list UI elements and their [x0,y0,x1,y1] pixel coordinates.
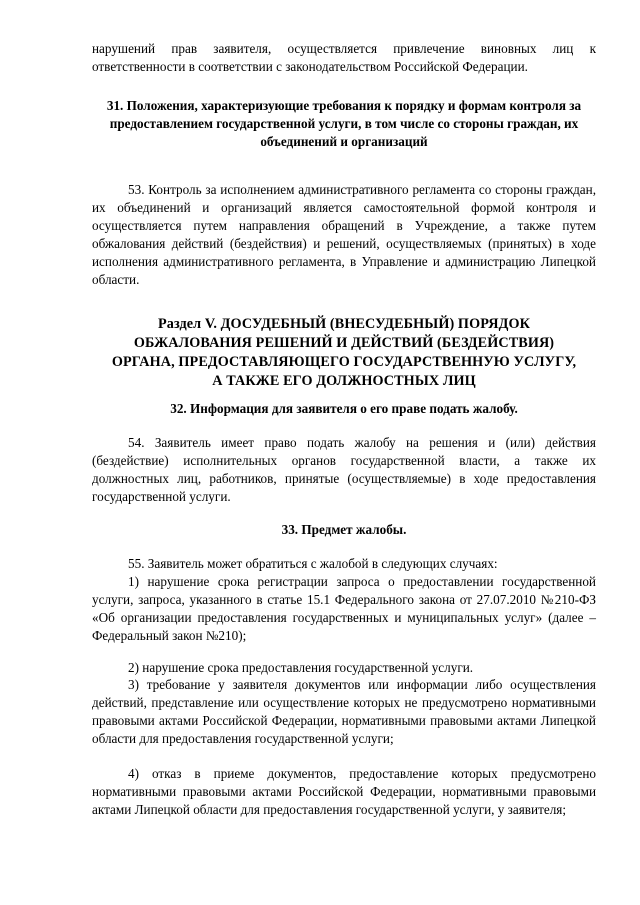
list-item: 1) нарушение срока регистрации запроса о предоставлении государственной услуги, запроса, указанного в статье 15.1 Федерального закона от 27.07.2010 №210-ФЗ «Об организации предоставления государственных и муниципальных услуг» (далее – Федеральный закон №210); [92,574,596,643]
list-item: 3) требование у заявителя документов или информации либо осуществления действий, представление или осуществление которых не предусмотрено нормативными правовыми актами Российской Федерации, нормативными правовыми актами Липецкой области для предоставления государственной услуги; [92,677,596,746]
list-item: 4) отказ в приеме документов, предоставление которых предусмотрено нормативными правовыми актами Российской Федерации, нормативными правовыми актами Липецкой области для предоставления государственной услуги, у заявителя; [92,766,596,817]
paragraph-54: 54. Заявитель имеет право подать жалобу на решения и (или) действия (бездействие) исполнительных органов государственной власти, а также их должностных лиц, работников, принятые (осуществляемые) в ходе предоставления государственной услуги. [92,435,596,504]
paragraph-55: 55. Заявитель может обратиться с жалобой в следующих случаях: [128,556,498,571]
intro-paragraph: нарушений прав заявителя, осуществляется привлечение виновных лиц к ответственности в соответствии с законодательством Российской Федерации. [92,41,596,74]
section-v-heading: Раздел V. ДОСУДЕБНЫЙ (ВНЕСУДЕБНЫЙ) ПОРЯДОК ОБЖАЛОВАНИЯ РЕШЕНИЙ И ДЕЙСТВИЙ (БЕЗДЕЙСТВИЯ) ОРГАНА, ПРЕДОСТАВЛЯЮЩЕГО ГОСУДАРСТВЕННУЮ УСЛУГУ, А ТАКЖЕ ЕГО ДОЛЖНОСТНЫХ ЛИЦ [111,316,577,389]
heading-32: 32. Информация для заявителя о его праве подать жалобу. [170,401,518,416]
paragraph-53: 53. Контроль за исполнением административного регламента со стороны граждан, их объединений и организаций является самостоятельной формой контроля и осуществляется путем направления обращений в Учреждение, а также путем обжалования действий (бездействия) и решений, осуществляемых (принятых) в ходе исполнения административного регламента, в Управление и администрацию Липецкой области. [92,182,596,287]
list-item: 2) нарушение срока предоставления государственной услуги. [128,660,474,675]
heading-33: 33. Предмет жалобы. [281,522,407,537]
heading-31: 31. Положения, характеризующие требования к порядку и формам контроля за предоставлением государственной услуги, в том числе со стороны граждан, их объединений и организаций [106,98,582,149]
